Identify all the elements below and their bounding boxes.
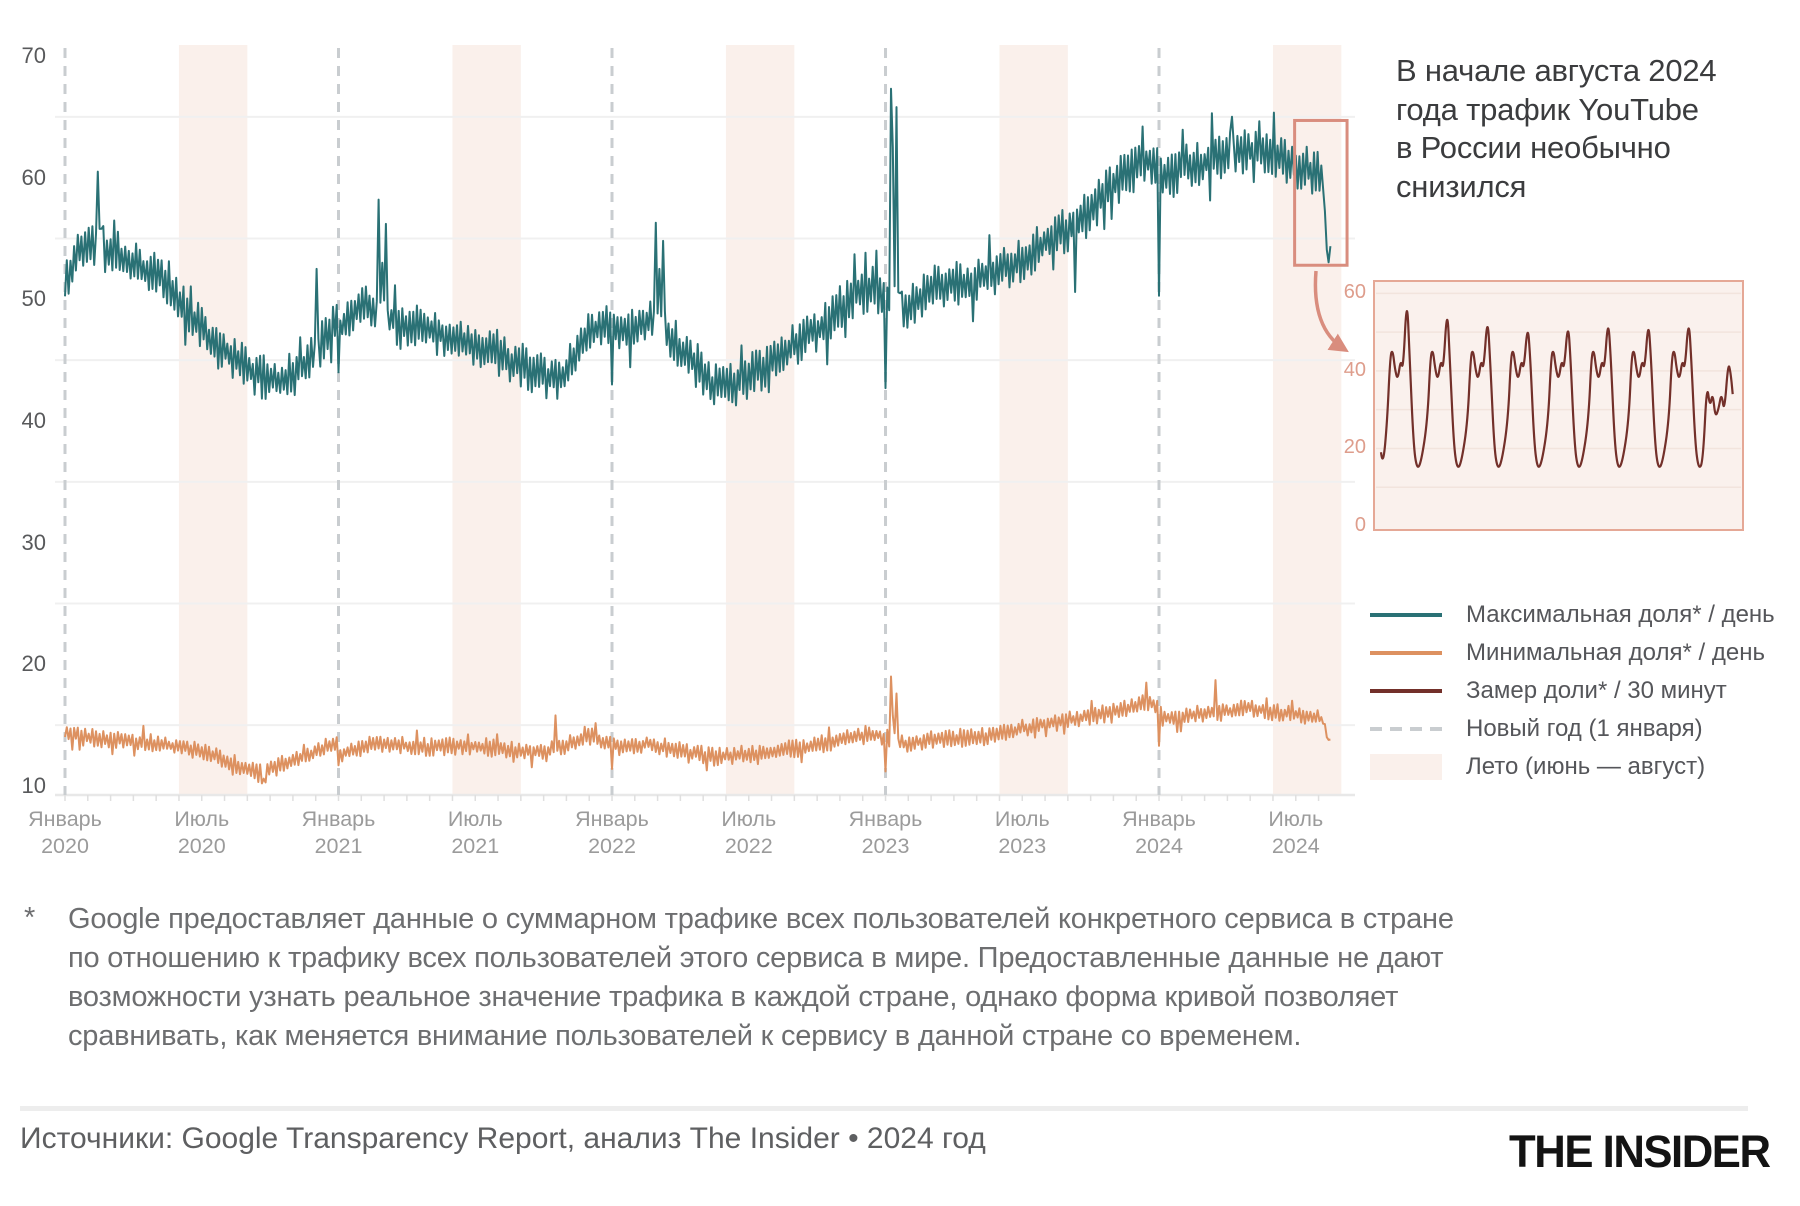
x-axis-group [55,795,1355,801]
x-tick-year: 2024 [1271,834,1320,858]
y-axis-tick-label: 50 [21,286,46,312]
x-tick-year: 2020 [41,834,89,858]
y-axis-tick-label: 60 [21,164,46,190]
x-axis-tick-label [952,806,1092,860]
x-tick-month: Январь [848,807,923,831]
x-tick-month: Июль [994,807,1050,831]
source-line: Источники: Google Transparency Report, анализ The Insider • 2024 год [20,1122,986,1155]
inset-y-tick-label: 40 [1343,358,1366,381]
x-axis-tick-label [679,806,819,860]
summer-band [179,45,247,795]
inset-y-tick-label: 60 [1343,281,1366,304]
legend-label: Новый год (1 января) [1466,715,1703,742]
legend-line-swatch [1370,613,1442,617]
x-tick-year: 2023 [861,834,910,858]
summer-band [452,45,520,795]
x-tick-year: 2020 [177,834,226,858]
x-tick-month: Январь [301,807,376,831]
max-share-series [65,89,1330,406]
inset-chart-group [1374,281,1743,530]
footer-divider [20,1106,1748,1111]
legend-label: Замер доли* / 30 минут [1466,677,1727,704]
legend [1370,596,1775,786]
x-tick-year: 2023 [998,834,1047,858]
y-axis-tick-label: 30 [21,529,46,555]
footnote-marker: * [24,902,36,934]
x-tick-year: 2022 [724,834,773,858]
x-axis-tick-label [542,806,682,860]
legend-band-swatch [1370,754,1442,780]
x-axis-tick-label [405,806,545,860]
x-tick-month: Январь [1122,807,1196,831]
summer-band [999,45,1067,795]
footnote-line: Google предоставляет данные о суммарном трафике всех пользователей конкретного сервиса в стране [68,903,1454,935]
legend-label: Максимальная доля* / день [1466,601,1775,628]
footnote-line: по отношению к трафику всех пользователей этого сервиса в мире. Предоставленные данные не дают [68,942,1444,974]
legend-line-swatch [1370,689,1442,693]
footnote [68,900,1454,1056]
legend-row [1370,710,1775,748]
x-axis-tick-label [0,806,135,860]
x-tick-month: Январь [575,807,649,831]
legend-row [1370,748,1775,786]
chart-title [1396,52,1716,206]
title-line: в России необычно [1396,130,1671,165]
legend-row [1370,672,1775,710]
x-tick-month: Июль [1268,807,1324,831]
y-axis-tick-label: 70 [21,42,46,68]
footnote-line: сравнивать, как меняется внимание пользователей к сервису в данной стране со временем. [68,1020,1302,1052]
x-tick-month: Июль [174,807,230,831]
legend-dash-swatch [1370,727,1442,731]
legend-row [1370,596,1775,634]
y-axis-tick-label: 40 [21,407,46,433]
y-axis-tick-label: 20 [21,651,46,677]
series-group [65,89,1330,784]
title-line: снизился [1396,168,1527,204]
x-axis-tick-label [269,806,409,860]
x-axis-tick-label [132,806,272,860]
y-axis-tick-label: 10 [21,773,46,798]
the-insider-logo: THE INSIDER [1509,1126,1770,1177]
legend-row [1370,634,1775,672]
legend-line-swatch [1370,651,1442,655]
x-tick-month: Июль [721,807,777,831]
inset-y-tick-label: 20 [1343,436,1366,459]
inset-background [1374,281,1743,530]
footnote-line: возможности узнать реальное значение трафика в каждой стране, однако форма кривой позволяет [68,981,1399,1013]
title-line: года трафик YouTube [1396,91,1699,127]
x-axis-tick-label [1226,806,1366,860]
summer-bands-group [179,45,1341,795]
legend-label: Лето (июнь — август) [1466,753,1706,780]
summer-band [726,45,794,795]
x-tick-month: Июль [447,807,503,831]
x-tick-year: 2021 [314,834,363,858]
title-line: В начале августа 2024 [1396,53,1717,88]
x-axis-tick-label [1089,806,1229,860]
legend-label: Минимальная доля* / день [1466,639,1765,666]
x-tick-year: 2021 [451,834,500,858]
x-axis-tick-label [816,806,956,860]
min-share-series [65,677,1330,784]
x-tick-year: 2022 [588,834,636,858]
x-tick-year: 2024 [1135,834,1183,858]
inset-y-tick-label: 0 [1354,514,1366,536]
x-tick-month: Январь [28,807,102,831]
